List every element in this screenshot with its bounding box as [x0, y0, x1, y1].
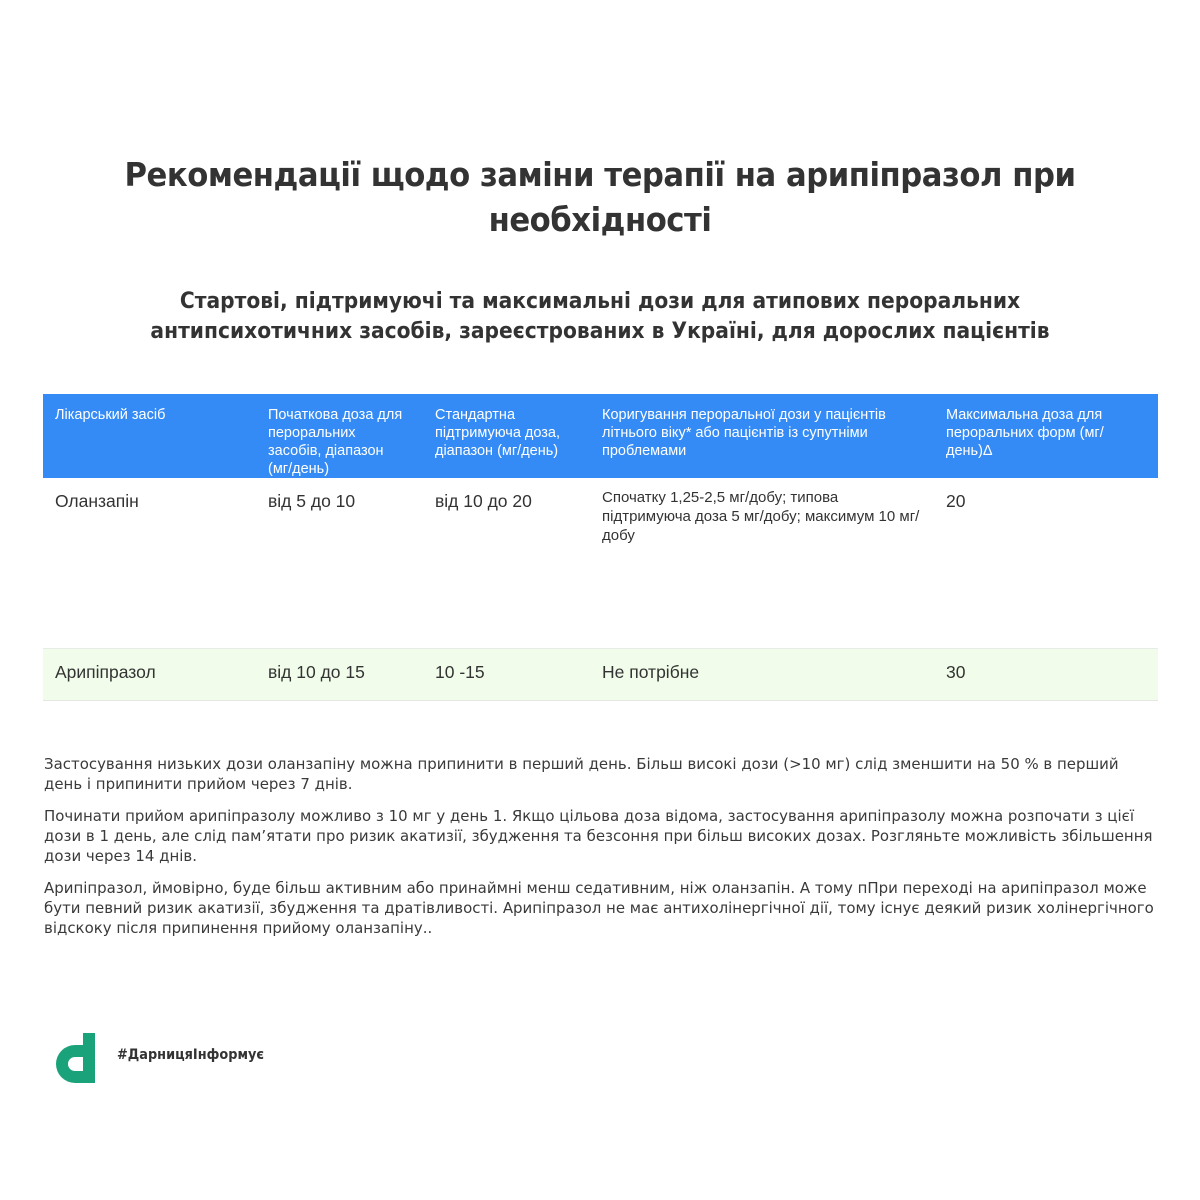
cell-drug: Арипіпразол	[43, 648, 256, 700]
note-paragraph: Арипіпразол, ймовірно, буде більш активним або принаймні менш седативним, ніж оланзапін. А тому пПри переході на арипіпразол може бути певний ризик акатизії, збудження та дратівливості. Арипіпразол не має антихолінергічної дії, тому існує деякий ризик холінергічного відскоку після припинення прийому оланзапіну..	[44, 879, 1154, 937]
note-paragraph: Починати прийом арипіпразолу можливо з 10 мг у день 1. Якщо цільова доза відома, застосування арипіпразолу можна розпочати з цієї дози в 1 день, але слід пам’ятати про ризик акатизії, збудження та безсоння при більш високих дозах. Розгляньте можливість збільшення дози через 14 днів.	[44, 807, 1153, 865]
table-row	[43, 648, 1158, 700]
cell-initial-dose: від 5 до 10	[256, 478, 423, 648]
column-header-dose-adjustment: Коригування пероральної дози у пацієнтів літнього віку* або пацієнтів із супутніми проблемами	[590, 394, 934, 478]
table-header-row	[43, 394, 1158, 478]
cell-maintenance-dose: 10 -15	[423, 648, 590, 700]
hashtag-label: #ДарницяІнформує	[117, 1047, 265, 1063]
column-header-maintenance-dose: Стандартна підтримуюча доза, діапазон (мг/день)	[423, 394, 590, 478]
page-title: Рекомендації щодо заміни терапії на арипіпразол при необхідності	[124, 155, 1076, 239]
cell-drug: Оланзапін	[43, 478, 256, 648]
dosage-table	[43, 394, 1158, 701]
note-paragraph: Застосування низьких дози оланзапіну можна припинити в перший день. Більш високі дози (>10 мг) слід зменшити на 50 % в перший день і припинити прийом через 7 днів.	[44, 755, 1119, 793]
cell-dose-adjustment: Спочатку 1,25-2,5 мг/добу; типова підтримуюча доза 5 мг/добу; максимум 10 мг/добу	[590, 478, 934, 648]
cell-max-dose: 30	[934, 648, 1158, 700]
page-subtitle: Стартові, підтримуючі та максимальні дози для атипових пероральних антипсихотичних засобів, зареєстрованих в Україні, для дорослих пацієнтів	[150, 289, 1050, 344]
table-row	[43, 478, 1158, 648]
column-header-initial-dose: Початкова доза для пероральних засобів, діапазон (мг/день)	[256, 394, 423, 478]
cell-initial-dose: від 10 до 15	[256, 648, 423, 700]
column-header-max-dose: Максимальна доза для пероральних форм (мг/день)Δ	[934, 394, 1158, 478]
cell-maintenance-dose: від 10 до 20	[423, 478, 590, 648]
cell-dose-adjustment: Не потрібне	[590, 648, 934, 700]
notes-section	[44, 754, 1159, 950]
column-header-drug: Лікарський засіб	[43, 394, 256, 478]
darnitsa-logo-icon	[53, 1033, 95, 1083]
cell-max-dose: 20	[934, 478, 1158, 648]
